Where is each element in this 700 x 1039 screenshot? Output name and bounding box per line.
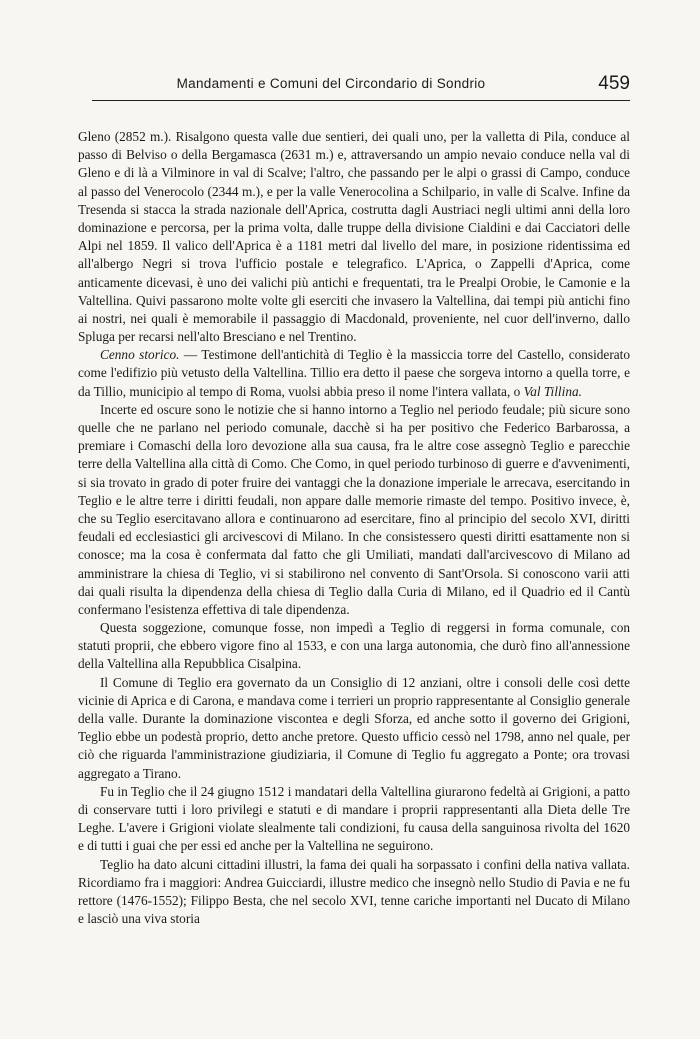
paragraph-text: Teglio ha dato alcuni cittadini illustri, la fama dei quali ha sorpassato i confini della nativa vallata. Ricordiamo fra i maggiori: Andrea Guicciardi, illustre medico che insegnò nello Studio di Pavia e ne fu rettore (1476-1552); Filippo Besta, che nel secolo XVI, tenne cariche importanti nel Ducato di Milano e lasciò una viva storia <box>78 856 630 927</box>
paragraph <box>78 128 630 346</box>
italic-term: Val Tillina. <box>523 383 582 399</box>
paragraph-text: — Testimone dell'antichità di Teglio è la massiccia torre del Castello, considerato come l'edifizio più vetusto della Valtellina. Tillio era detto il paese che sorgeva intorno a quella torre, e da Tillio, municipio al tempo di Roma, vuolsi abbia preso il nome l'intera vallata, o <box>78 347 630 399</box>
page-number: 459 <box>598 73 630 94</box>
header-title: Mandamenti e Comuni del Circondario di Sondrio <box>176 76 486 91</box>
paragraph <box>78 856 630 929</box>
paragraph <box>78 346 630 401</box>
paragraph-text: Il Comune di Teglio era governato da un Consiglio di 12 anziani, oltre i consoli delle così dette vicinie di Aprica e di Carona, e mandava come i terrieri un proprio rappresentante al Consiglio generale della valle. Durante la dominazione viscontea e degli Sforza, ed anche sotto il governo dei Grigioni, Teglio ebbe un podestà proprio, detto anche pretore. Questo ufficio cessò nel 1798, anno nel quale, per ciò che riguarda l'amministrazione giudiziaria, il Comune di Teglio fu aggregato a Ponte; ora trovasi aggregato a Tirano. <box>78 674 630 781</box>
paragraph <box>78 401 630 619</box>
section-lead: Cenno storico. <box>100 347 180 363</box>
paragraph <box>78 619 630 674</box>
paragraph <box>78 674 630 783</box>
paragraph <box>78 783 630 856</box>
paragraph-text: Questa soggezione, comunque fosse, non impedì a Teglio di reggersi in forma comunale, con statuti proprii, che ebbero vigore fino al 1533, e con una larga autonomia, che durò fino all'annessione della Valtellina alla Repubblica Cisalpina. <box>78 620 630 672</box>
running-head <box>92 74 630 101</box>
paragraph-text: Fu in Teglio che il 24 giugno 1512 i mandatari della Valtellina giurarono fedeltà ai Grigioni, a patto di conservare tutti i loro privilegi e statuti e di mandare i proprii rappresentanti alla Dieta delle Tre Leghe. L'avere i Grigioni violate slealmente tali condizioni, fu causa della sanguinosa rivolta del 1620 e di tutti i guai che per essi ed anche per la Valtellina ne seguirono. <box>78 783 630 854</box>
body-text <box>78 128 630 928</box>
paragraph-text: Gleno (2852 m.). Risalgono questa valle due sentieri, dei quali uno, per la valletta di Pila, conduce al passo di Belviso o della Bergamasca (2631 m.) e, attraversando un ampio nevaio conduce nella val di Gleno e di là a Vilminore in val di Scalve; l'altro, che passando per le alpi o grassi di Campo, conduce al passo del Venerocolo (2344 m.), e per la valle Venerocolina a Schilpario, in valle di Scalve. Infine da Tresenda si stacca la strada nazionale dell'Aprica, costrutta dagli Austriaci negli ultimi anni della loro dominazione e percorsa, per la prima volta, dalle truppe della divisione Cialdini e dai Cacciatori delle Alpi nel 1859. Il valico dell'Aprica è a 1181 metri dal livello del mare, in posizione ridentissima ed all'albergo Negri si trova l'ufficio postale e telegrafico. L'Aprica, o Zappelli d'Aprica, come anticamente dicevasi, è uno dei valichi più antichi e frequentati, tra le Prealpi Orobie, le Camonie e la Valtellina. Quivi passarono molte volte gli eserciti che invasero la Valtellina, dai tempi più antichi fino ai nostri, nei quali è memorabile il passaggio di Macdonald, proveniente, nel cuor dell'inverno, dallo Spluga per recarsi nell'alto Bresciano e nel Trentino. <box>78 129 630 345</box>
paragraph-text: Incerte ed oscure sono le notizie che si hanno intorno a Teglio nel periodo feudale; più sicure sono quelle che ne parlano nel periodo comunale, dacchè si ha per positivo che Federico Barbarossa, a premiare i Comaschi della loro devozione alla sua causa, fra le altre cose assegnò Teglio e parecchie terre della Valtellina alla città di Como. Che Como, in quel periodo turbinoso di guerre e d'avvenimenti, si sia trovato in grado di poter fruire dei vantaggi che la donazione imperiale le arrecava, esercitando in Teglio e le altre terre i diritti feudali, non appare dalle memorie rimaste del tempo. Positivo invece, è, che su Teglio esercitavano allora e continuarono ad esercitare, fino al principio del secolo XVI, diritti feudali ed ecclesiastici gli arcivescovi di Milano. In che consistessero questi diritti esattamente non si conosce; ma la cosa è confermata dal fatto che gli Umiliati, mandati dall'arcivescovo di Milano ad amministrare la chiesa di Teglio, vi si stabilirono nel convento di Sant'Orsola. Si conoscono varii atti dai quali risulta la dipendenza della chiesa di Teglio dalla Curia di Milano, ed il Quadrio ed il Cantù confermano l'esistenza effettiva di tale dipendenza. <box>78 401 630 617</box>
